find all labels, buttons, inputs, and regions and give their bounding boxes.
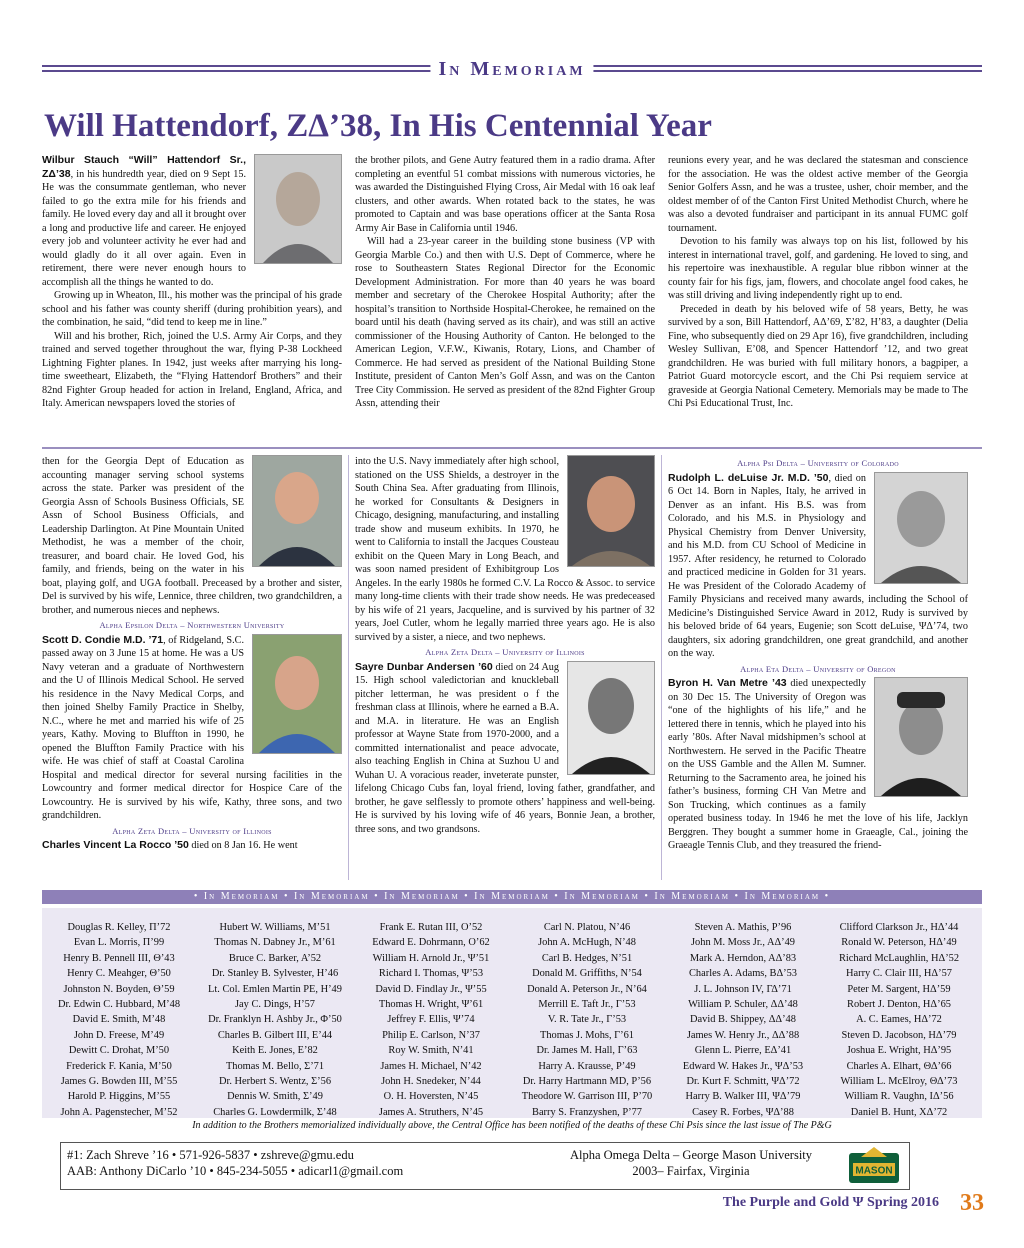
memoriam-name: Thomas H. Wright, Ψ’61 — [378, 999, 484, 1011]
col3-p1: , died on 6 Oct 14. Born in Naples, Italy, he arrived in Denver as an infant. His B.S. was from Colorado, and his M.S. in Physiology and Physical Chemistry from Denver University, and his M.D. from CU School of Medicine in 1957. After residency, he returned to Colorado and practiced medicine in Golden for 31 years. He was President of the Colorado Academy of Family Physicians and received many awards, including the School of Medicine’s Distinguished Service Award in 2012, Rudy is survived by his beloved bride of 64 years, Eugenie; son Scott deLuise, ΨΔ’74, two daughters, six adoring grandchildren, one great grandchild, and another on the way. — [668, 472, 968, 659]
memoriam-name: Harry B. Walker III, ΨΔ’79 — [685, 1091, 801, 1103]
memoriam-column-3 — [356, 920, 506, 1120]
memoriam-name: Carl B. Hedges, N’51 — [541, 952, 633, 964]
memoriam-name: Clifford Clarkson Jr., HΔ’44 — [839, 922, 959, 933]
column-rule — [348, 455, 349, 880]
photo-condie — [252, 634, 342, 754]
contact-line-1: #1: Zach Shreve ’16 • 571-926-5837 • zshreve@gmu.edu — [67, 1148, 354, 1162]
section-divider — [42, 447, 982, 449]
memoriam-name: Edward E. Dohrmann, O’62 — [372, 937, 490, 949]
feature-column-3 — [668, 154, 968, 411]
memoriam-name: Charles G. Lowdermilk, Σ’48 — [213, 1106, 337, 1118]
memoriam-column-6 — [824, 920, 974, 1120]
memoriam-name: Thomas M. Bello, Σ’71 — [225, 1060, 325, 1072]
section-banner — [42, 60, 982, 78]
memoriam-name: John D. Freese, M’49 — [73, 1029, 165, 1041]
memoriam-name: Richard McLaughlin, HΔ’52 — [838, 952, 960, 964]
memoriam-name: Keith E. Jones, E’82 — [232, 1045, 318, 1057]
memoriam-name: A. C. Eames, HΔ’72 — [856, 1014, 942, 1026]
memoriam-name: Dr. James M. Hall, Γ’63 — [536, 1045, 638, 1057]
memoriam-name: David B. Shippey, ΔΔ’48 — [690, 1014, 796, 1026]
chapter-heading: Alpha Eta Delta – University of Oregon — [740, 663, 896, 674]
memoriam-column-2 — [200, 920, 350, 1120]
memoriam-name: Edward W. Hakes Jr., ΨΔ’53 — [682, 1060, 804, 1072]
memoriam-name: O. H. Hoversten, N’45 — [383, 1091, 479, 1103]
memoriam-name: John A. McHugh, N’48 — [538, 937, 636, 949]
section-title: In Memoriam — [430, 58, 593, 81]
memoriam-name: Johnston N. Boyden, Θ’59 — [63, 983, 175, 995]
memoriam-name: James G. Bowden III, M’55 — [60, 1076, 178, 1088]
photo-larocco — [567, 455, 655, 567]
memoriam-name: Glenn L. Pierre, EΔ’41 — [694, 1045, 792, 1057]
feature-p5: Will had a 23-year career in the building stone business (VP with Georgia Marble Co.) and then with U.S. Dept of Commerce, where he rose to Southeastern States Regional Director for the Economic Development Administration. For more than 40 years he was board member and secretary of the Cherokee Hospital Authority; after the hospital’s transition to Northside Hospital-Cherokee, he remained on the board until his death (having served as its chair), and was still an active commissioner of the Housing Authority of Canton. He belonged to the American Legion, V.F.W., Kiwanis, Rotary, Lions, and Chamber of Commerce. He had served as president of the National Building Stone Institute, president of Canton Men’s Golf Assn, and was on the Canton Tree City Commission. He served as president of the 82nd Fighter Group Assn, attending their — [355, 236, 655, 409]
obituary-column-3 — [668, 455, 968, 853]
col2-p1: into the U.S. Navy immediately after high school, stationed on the USS Shields, a destroyer in the South China Sea. After graduating from Illinois, he worked for Consultants & Designers in Chicago, designing, manufacturing, and installing trade show and museum exhibits. In 1970, he went to California to install the Jacques Cousteau exhibit on the Queen Mary in Long Beach, and was soon named president of Exhibitgroup Los Angeles. In the early 1980s he formed C.V. La Rocco & Assoc. to service many long-time clients with their trade show needs. He was predeceased by his wife of 21 years, Jacqueline, and is survived by his partner of 32 years, Joel Cutler, whom he legally married three years ago. He is also survived by a sister, a niece, and two nephews. — [355, 456, 655, 643]
col1-p1: then for the Georgia Dept of Education as accounting manager serving school systems across the state. Parker was president of the Georgia Assn of Schools Business Officials, SE Assn of School Business Officials, and Leadership Darlington. At Pine Mountain United Methodist, he was a member of the choir, treasurer, and board chair. He loved God, his family, and friends, being on the water in his boat, playing golf, and UGA football. Preceased by a brother and sister, Del is survived by his wife, Lennice, three children, two grandchildren, a brother, and numerous nieces and nephews. — [42, 456, 342, 616]
memoriam-column-4 — [512, 920, 662, 1120]
memoriam-name: Dr. Franklyn H. Ashby Jr., Φ’50 — [208, 1014, 342, 1026]
memoriam-name: Mark A. Herndon, AΔ’83 — [689, 952, 797, 964]
memoriam-name: Charles A. Elhart, ΘΔ’66 — [846, 1060, 952, 1072]
photo-vanmetre — [874, 677, 968, 797]
memoriam-name: Peter M. Sargent, HΔ’59 — [847, 983, 951, 995]
memoriam-name: Harry A. Krausse, P’49 — [538, 1060, 636, 1072]
photo-hattendorf — [254, 154, 342, 264]
memoriam-name: Lt. Col. Emlen Martin PE, H’49 — [208, 983, 342, 995]
photo-andersen — [567, 661, 655, 775]
col3-p2: died unexpectedly on 30 Dec 15. The University of Oregon was “one of the highlights of his life,” and he lettered there in tennis, which he played into his early ’80s. After Naval midshipmen’s school at Northwestern. He served in the Pacific Theatre on the USS Gamble and the Allen M. Sumner. Returning to the Sacramento area, he joined his father’s business, forming CH Van Metre and Son Trucking, which continues as a family operated business today. In 1946 he met the love of his life, Jacklyn Berggren. They bought a summer home in Graeagle, Cal., joining the Graeagle Tennis Club, and they treasured the friend- — [668, 678, 968, 851]
feature-column-2 — [355, 154, 655, 411]
memoriam-name: Theodore W. Garrison III, P’70 — [521, 1091, 653, 1103]
memoriam-name: William L. McElroy, ΘΔ’73 — [840, 1076, 958, 1088]
memoriam-name: James A. Struthers, N’45 — [378, 1106, 484, 1118]
memoriam-name: Frederick F. Kania, M’50 — [66, 1060, 172, 1072]
memoriam-name: Ronald W. Peterson, HΔ’49 — [841, 937, 957, 949]
memoriam-name: Philip E. Carlson, N’37 — [382, 1029, 480, 1041]
memoriam-name: William P. Schuler, ΔΔ’48 — [688, 999, 798, 1011]
memoriam-name: David D. Findlay Jr., Ψ’55 — [375, 983, 487, 995]
logo-text: MASON — [855, 1165, 893, 1177]
memoriam-name: William H. Arnold Jr., Ψ’51 — [372, 952, 490, 964]
column-rule — [661, 455, 662, 880]
memoriam-name: Joshua E. Wright, HΔ’95 — [846, 1045, 952, 1057]
memoriam-name: Thomas J. Mohs, Γ’61 — [539, 1029, 635, 1041]
memoriam-footnote: In addition to the Brothers memorialized individually above, the Central Office has been notified of the deaths of these Chi Psis since the last issue of The P&G — [192, 1120, 832, 1131]
feature-column-1 — [42, 154, 342, 411]
memoriam-column-5 — [668, 920, 818, 1120]
memoriam-name: Frank E. Rutan III, O’52 — [379, 922, 483, 933]
memoriam-name: Bruce C. Barker, A’52 — [228, 952, 322, 964]
memoriam-name: William R. Vaughn, IΔ’56 — [844, 1091, 954, 1103]
memoriam-name: Dr. Stanley B. Sylvester, H’46 — [211, 968, 339, 980]
memoriam-name: J. L. Johnson IV, ΓΔ’71 — [694, 983, 792, 995]
memoriam-name: John H. Snedeker, N’44 — [381, 1076, 481, 1088]
memoriam-name: Dr. Herbert S. Wentz, Σ’56 — [218, 1076, 332, 1088]
memoriam-name: Roy W. Smith, N’41 — [388, 1045, 474, 1057]
feature-p6: reunions every year, and he was declared the statesman and conscience for the association. He was the oldest active member of the Georgia Senior Golfers Assn, and he was a trustee, usher, choir member, and the oldest member of of the Canton First United Methodist Church, where he was also a devoted fundraiser and participant in its annual FUMC golf tournament. — [668, 155, 968, 234]
memoriam-name: Steven A. Mathis, P’96 — [694, 922, 792, 933]
chapter-heading: Alpha Zeta Delta – University of Illinois — [425, 647, 585, 657]
photo-deluise — [874, 472, 968, 584]
memoriam-name: Dr. Kurt F. Schmitt, ΨΔ’72 — [686, 1076, 800, 1088]
mason-logo — [847, 1147, 901, 1185]
chapter-name: Alpha Omega Delta – George Mason University — [569, 1148, 813, 1162]
memoriam-name: Hubert W. Williams, M’51 — [219, 922, 331, 933]
name-vanmetre: Byron H. Van Metre ’43 — [668, 677, 787, 689]
memoriam-name: John A. Pagenstecher, M’52 — [60, 1106, 178, 1118]
feature-p3: Will and his brother, Rich, joined the U.S. Army Air Corps, and they trained and served together throughout the war, flying P-38 Lockheed Lightning Fighter planes. In 1942, just weeks after marrying his long-time sweetheart, Elizabeth, the “Flying Hattendorf Brothers” and their 82nd Fighter Group headed for action in Ireland, England, Africa, and Italy. American newspapers loved the stories of — [42, 330, 342, 409]
memoriam-name: James H. Michael, N’42 — [380, 1060, 482, 1072]
memoriam-name: Casey R. Forbes, ΨΔ’88 — [692, 1106, 794, 1118]
chapter-contact-box — [60, 1142, 910, 1190]
memoriam-name: Robert J. Denton, HΔ’65 — [847, 999, 951, 1011]
name-deluise: Rudolph L. deLuise Jr. M.D. ’50 — [668, 471, 829, 484]
feature-p4: the brother pilots, and Gene Autry featured them in a radio drama. After completing an eventful 51 combat missions with numerous victories, he was awarded the Distinguished Flying Cross, Air Medal with 16 oak leaf clusters, and other awards. When rotated back to the states, he was promoted to Captain and was base operations officer at the Santa Rosa Army Air Base in California until 1946. — [355, 155, 655, 234]
memoriam-column-1 — [44, 920, 194, 1120]
memoriam-name: V. R. Tate Jr., Γ’53 — [547, 1014, 627, 1026]
memoriam-name: Steven D. Jacobson, HΔ’79 — [841, 1029, 957, 1041]
memoriam-name: Thomas N. Dabney Jr., M’61 — [214, 937, 336, 949]
feature-p1: , in his hundredth year, died on 9 Sept 15. He was the consummate gentleman, who never failed to go the extra mile for his friends and family. He loved every day and all it brought over a long and productive life and career. He enjoyed every job and volunteer activity he ever had and would gladly do it all over again. Even in retirement, there were never enough hours to accomplish all the things he wanted to do. — [42, 168, 246, 288]
name-andersen: Sayre Dunbar Andersen ’60 — [355, 660, 493, 673]
memoriam-name: Evan L. Morris, Π’99 — [73, 937, 165, 949]
col2-p2: died on 24 Aug 15. High school valedictorian and knuckleball pitcher letterman, he was president o f the freshman class at Illinois, where he earned a B.A. and M.A. in literature. He was an English professor at Wayne State from 1970-2000, and a committed internationalist and peace advocate, also teaching English in China at Suzhou U and Wuhan U. A voracious reader, inveterate punster, lifelong Chicago Cubs fan, loyal friend, loving father, grandfather, and brother, he gave selflessly to promote others’ happiness and well-being. He is survived by his loving wife of 46 years, Bonnie Jean, a brother, three sons, and two grandsons. — [355, 661, 655, 835]
memoriam-name: John M. Moss Jr., AΔ’49 — [691, 937, 795, 949]
memoriam-name: Carl N. Platou, N’46 — [543, 922, 631, 933]
photo-parker — [252, 455, 342, 567]
name-larocco: Charles Vincent La Rocco ’50 — [42, 839, 189, 851]
memoriam-name: Charles B. Gilbert III, E’44 — [217, 1029, 333, 1041]
chapter-founded: 2003– Fairfax, Virginia — [632, 1164, 750, 1178]
page-folio: The Purple and Gold Ψ Spring 2016 — [722, 1195, 939, 1210]
memoriam-name: Donald A. Peterson Jr., N’64 — [527, 983, 647, 995]
headline: Will Hattendorf, ZΔ’38, In His Centennial Year — [44, 108, 712, 144]
memoriam-name: David E. Smith, M’48 — [72, 1014, 166, 1026]
feature-p2: Growing up in Wheaton, Ill., his mother was the principal of his grade school and his father was county sheriff (during prohibition years), and the combination, he said, “did tend to keep me in line.” — [42, 290, 342, 328]
feature-p7: Devotion to his family was always top on his list, followed by his interest in international travel, golf, and gardening. He loved to sing, and his repertoire was inexhaustible. A regular blue ribbon winner at the county fair for his figs, jam, flowers, and chocolate angel food cakes, he was still driving and living independently right up to end. — [668, 236, 968, 301]
memoriam-name: Dewitt C. Drohat, M’50 — [68, 1045, 170, 1057]
memoriam-name: James W. Henry Jr., ΔΔ’88 — [686, 1029, 800, 1041]
memoriam-name: Douglas R. Kelley, Π’72 — [67, 922, 171, 933]
chapter-heading: Alpha Zeta Delta – University of Illinois — [112, 825, 272, 836]
page-number: 33 — [960, 1190, 984, 1216]
name-condie: Scott D. Condie M.D. ’71 — [42, 633, 164, 646]
obituary-column-2 — [355, 455, 655, 836]
memoriam-name: Jay C. Dings, H’57 — [235, 999, 315, 1011]
memoriam-name: Jeffrey F. Ellis, Ψ’74 — [387, 1014, 475, 1026]
memoriam-name: Dr. Edwin C. Hubbard, M’48 — [57, 999, 181, 1011]
memoriam-band: • In Memoriam • In Memoriam • In Memoriam • In Memoriam • In Memoriam • In Memoriam • In Memoriam • — [42, 890, 982, 904]
memoriam-name: Henry C. Meahger, Θ’50 — [67, 968, 171, 980]
memoriam-name: Harold P. Higgins, M’55 — [67, 1091, 171, 1103]
memoriam-name: Harry C. Clair III, HΔ’57 — [846, 968, 952, 980]
chapter-heading: Alpha Psi Delta – University of Colorado — [737, 458, 899, 468]
memoriam-name: Richard I. Thomas, Ψ’53 — [378, 968, 484, 980]
col1-p3: died on 8 Jan 16. He went — [188, 840, 298, 851]
memoriam-list — [42, 908, 982, 1118]
memoriam-name: Donald M. Griffiths, N’54 — [532, 968, 642, 980]
memoriam-name: Dennis W. Smith, Σ’49 — [227, 1091, 323, 1103]
obituary-column-1 — [42, 455, 342, 853]
feature-p8: Preceded in death by his beloved wife of 58 years, Betty, he was survived by a son, Bill Hattendorf, AΔ’69, Σ’82, H’83, a daughter (Delia Fine, who subsequently died on 29 Apr 16), five grandchildren, including Wesley Sullivan, E’08, and Spencer Hattendorf ’12, and two great grandchildren. He was buried with full military honors, a bagpiper, a Patriot Guard motorcycle escort, and the Chi Psi requiem service at graveside at Georgia National Cemetery. Memorials may be made to The Chi Psi Educational Trust, Inc. — [668, 303, 968, 409]
memoriam-name: Charles A. Adams, BΔ’53 — [689, 968, 797, 980]
memoriam-name: Dr. Harry Hartmann MD, P’56 — [522, 1076, 652, 1088]
memoriam-name: Barry S. Franzyshen, P’77 — [532, 1106, 642, 1118]
memoriam-name: Daniel B. Hunt, XΔ’72 — [850, 1106, 948, 1118]
feature-name: Wilbur Stauch “Will” Hattendorf Sr., ZΔ’38 — [42, 154, 246, 180]
chapter-heading: Alpha Epsilon Delta – Northwestern University — [99, 620, 285, 630]
contact-line-2: AAB: Anthony DiCarlo ’10 • 845-234-5055 • adicarl1@gmail.com — [67, 1164, 404, 1178]
col1-p2: , of Ridgeland, S.C. passed away on 3 June 15 at home. He was a US Navy veteran and a graduate of Northwestern and the U of Illinois Medical School. He served his residence in the Navy Medical Corps, and then joined Shelby Family Practice in Shelby, N.C., where he met and married his wife of 25 years, Kathy. Moving to Bluffton in 1990, he opened the Bluffton Family Practice with his wife. He was chief of staff at Coastal Carolina Hospital and medical director for several nursing facilities in the Lowcountry and former medical director for Hospice Care of the Lowcountry. He is survived by his wife, Kathy, three sons, and two grandchildren. — [42, 634, 342, 821]
memoriam-name: Merrill E. Taft Jr., Γ’53 — [538, 999, 636, 1011]
memoriam-name: Henry B. Pennell III, Θ’43 — [63, 952, 175, 964]
